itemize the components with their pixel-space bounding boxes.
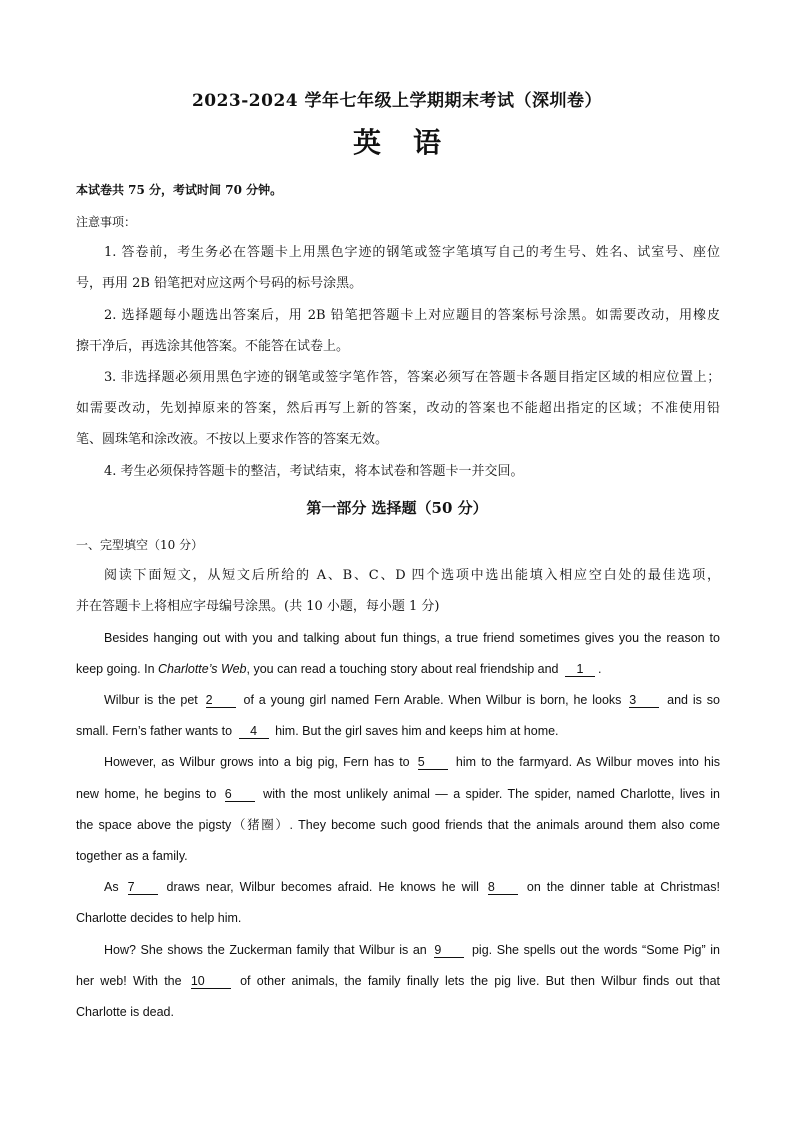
note-1-line-1: 1. 答卷前，考生务必在答题卡上用黑色字迹的钢笔或签字笔填写自己的考生号、姓名、试室号、座位 xyxy=(104,245,720,260)
passage-text: However, as Wilbur grows into a big pig, Fern has to xyxy=(104,755,410,769)
passage-text: Wilbur is the pet xyxy=(104,693,198,707)
part-1-heading: 第一部分 选择题（50 分） xyxy=(306,499,488,517)
passage-line xyxy=(104,753,720,771)
blank-10: 10 xyxy=(191,974,231,989)
passage-line xyxy=(104,878,720,896)
blank-5: 5 xyxy=(418,755,448,770)
passage-text: and is so xyxy=(667,693,720,707)
instruction-line-1: 阅读下面短文，从短文后所给的 A、B、C、D 四个选项中选出能填入相应空白处的最佳选项， xyxy=(104,568,720,583)
blank-4: 4 xyxy=(239,724,269,739)
passage-text: small. Fern’s father wants to xyxy=(76,724,233,738)
passage-line xyxy=(104,941,720,959)
note-4: 4. 考生必须保持答题卡的整洁，考试结束，将本试卷和答题卡一并交回。 xyxy=(104,464,524,479)
blank-9: 9 xyxy=(434,943,464,958)
note-2-line-2: 擦干净后，再选涂其他答案。不能答在试卷上。 xyxy=(76,339,350,354)
passage-line: Charlotte is dead. xyxy=(76,1005,174,1019)
blank-2: 2 xyxy=(206,693,236,708)
passage-text: him. But the girl saves him and keeps him at home. xyxy=(275,724,559,738)
passage-text: pig. She spells out the words “Some Pig” in xyxy=(471,943,720,957)
passage-line: keep going. In Charlotte’s Web, you can read a touching story about real friendship and 1 . xyxy=(76,662,602,676)
note-2-line-1: 2. 选择题每小题选出答案后，用 2B 铅笔把答题卡上对应题目的答案标号涂黑。如需要改动，用橡皮 xyxy=(104,308,720,323)
passage-text: on the dinner table at Christmas! xyxy=(526,880,720,894)
book-title: Charlotte’s Web xyxy=(158,662,247,676)
passage-text: keep going. In xyxy=(76,662,159,676)
passage-line: Charlotte decides to help him. xyxy=(76,911,242,925)
passage-line: Besides hanging out with you and talking about fun things, a true friend sometimes gives you the reason to xyxy=(104,631,720,645)
passage-text: him to the farmyard. As Wilbur moves into his xyxy=(455,755,720,769)
passage-text: , you can read a touching story about real friendship and xyxy=(246,662,559,676)
note-1-line-2: 号，再用 2B 铅笔把对应这两个号码的标号涂黑。 xyxy=(76,276,363,291)
passage-text: with the most unlikely animal — a spider. The spider, named Charlotte, lives in xyxy=(263,787,720,801)
passage-line xyxy=(76,722,720,740)
passage-text: How? She shows the Zuckerman family that Wilbur is an xyxy=(104,943,427,957)
passage-line: the space above the pigsty（猪圈）. They become such good friends that the animals around them also come xyxy=(76,818,720,832)
passage-text: of a young girl named Fern Arable. When Wilbur is born, he looks xyxy=(243,693,622,707)
blank-3: 3 xyxy=(629,693,659,708)
score-time-info: 本试卷共 75 分，考试时间 70 分钟。 xyxy=(76,183,283,197)
passage-line: together as a family. xyxy=(76,849,188,863)
notes-heading: 注意事项： xyxy=(76,215,137,229)
subject-title: 英语 xyxy=(352,126,473,159)
blank-1: 1 xyxy=(565,662,595,677)
note-3-line-3: 笔、圆珠笔和涂改液。不按以上要求作答的答案无效。 xyxy=(76,432,389,447)
passage-text: new home, he begins to xyxy=(76,787,217,801)
passage-text: of other animals, the family finally lets the pig live. But then Wilbur finds out that xyxy=(240,974,720,988)
section-title: 一、完型填空（10 分） xyxy=(76,538,204,552)
blank-7: 7 xyxy=(128,880,158,895)
note-3-line-2: 如需要改动，先划掉原来的答案，然后再写上新的答案，改动的答案也不能超出指定的区域；不准使用铅 xyxy=(76,401,720,416)
passage-text: draws near, Wilbur becomes afraid. He knows he will xyxy=(166,880,479,894)
passage-text: As xyxy=(104,880,119,894)
passage-text: her web! With the xyxy=(76,974,182,988)
passage-line xyxy=(76,972,720,990)
blank-6: 6 xyxy=(225,787,255,802)
note-3-line-1: 3. 非选择题必须用黑色字迹的钢笔或签字笔作答，答案必须写在答题卡各题目指定区域的相应位置上； xyxy=(104,370,720,385)
instruction-line-2: 并在答题卡上将相应字母编号涂黑。(共 10 小题，每小题 1 分) xyxy=(76,599,440,614)
exam-title: 2023-2024 学年七年级上学期期末考试（深圳卷） xyxy=(191,91,603,111)
passage-line xyxy=(76,785,720,803)
passage-line xyxy=(104,691,720,709)
blank-8: 8 xyxy=(488,880,518,895)
